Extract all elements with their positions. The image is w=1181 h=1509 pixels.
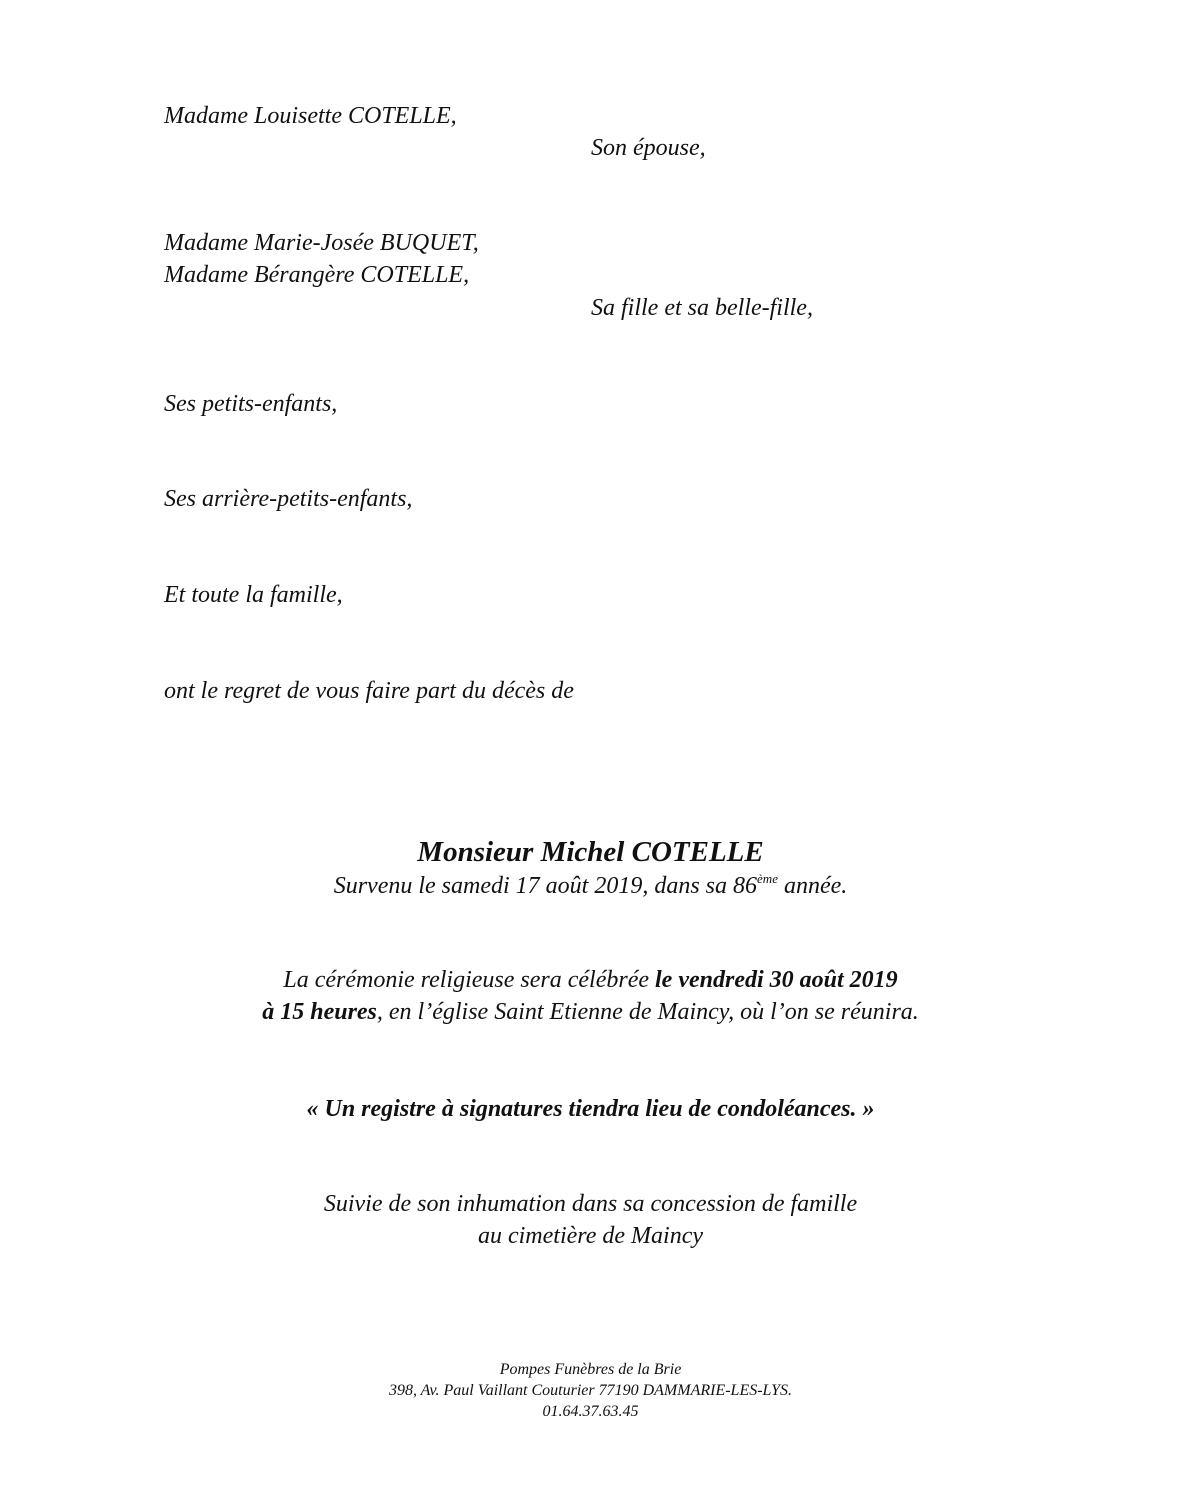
deceased-name: Monsieur Michel COTELLE (417, 836, 764, 868)
death-text-before: Survenu le samedi 17 août 2019, dans sa 86 (333, 873, 758, 899)
whole-family-line: Et toute la famille, (164, 582, 343, 608)
funeral-home-phone: 01.64.37.63.45 (542, 1403, 639, 1420)
grandchildren-line: Ses petits-enfants, (164, 391, 338, 417)
burial-line-1: Suivie de son inhumation dans sa concession de famille (323, 1191, 858, 1217)
great-grandchildren-line: Ses arrière-petits-enfants, (164, 486, 413, 512)
death-text-after: année. (777, 873, 848, 899)
ceremony-location: , en l’église Saint Etienne de Maincy, où l’on se réunira. (376, 999, 919, 1025)
daughters-relation: Sa fille et sa belle-fille, (591, 295, 813, 321)
ceremony-text-1: La cérémonie religieuse sera célébrée (283, 967, 655, 993)
announcement-line: ont le regret de vous faire part du décès de (164, 678, 574, 704)
ordinal-superscript: ème (757, 871, 778, 886)
funeral-home-name: Pompes Funèbres de la Brie (499, 1361, 682, 1378)
ceremony-date: le vendredi 30 août 2019 (655, 967, 898, 993)
death-date-line (0, 870, 1181, 902)
ceremony-line-2 (0, 996, 1181, 1028)
burial-line-2: au cimetière de Maincy (477, 1223, 703, 1249)
funeral-home-address: 398, Av. Paul Vaillant Couturier 77190 DAMMARIE-LES-LYS. (388, 1382, 793, 1399)
spouse-relation: Son épouse, (591, 135, 706, 161)
ceremony-line-1 (0, 964, 1181, 996)
daughter-name: Madame Marie-Josée BUQUET, (164, 230, 479, 256)
daughter-in-law-name: Madame Bérangère COTELLE, (164, 262, 470, 288)
registry-note: « Un registre à signatures tiendra lieu de condoléances. » (306, 1096, 875, 1122)
spouse-name: Madame Louisette COTELLE, (164, 103, 457, 129)
ceremony-time: à 15 heures (262, 999, 377, 1025)
